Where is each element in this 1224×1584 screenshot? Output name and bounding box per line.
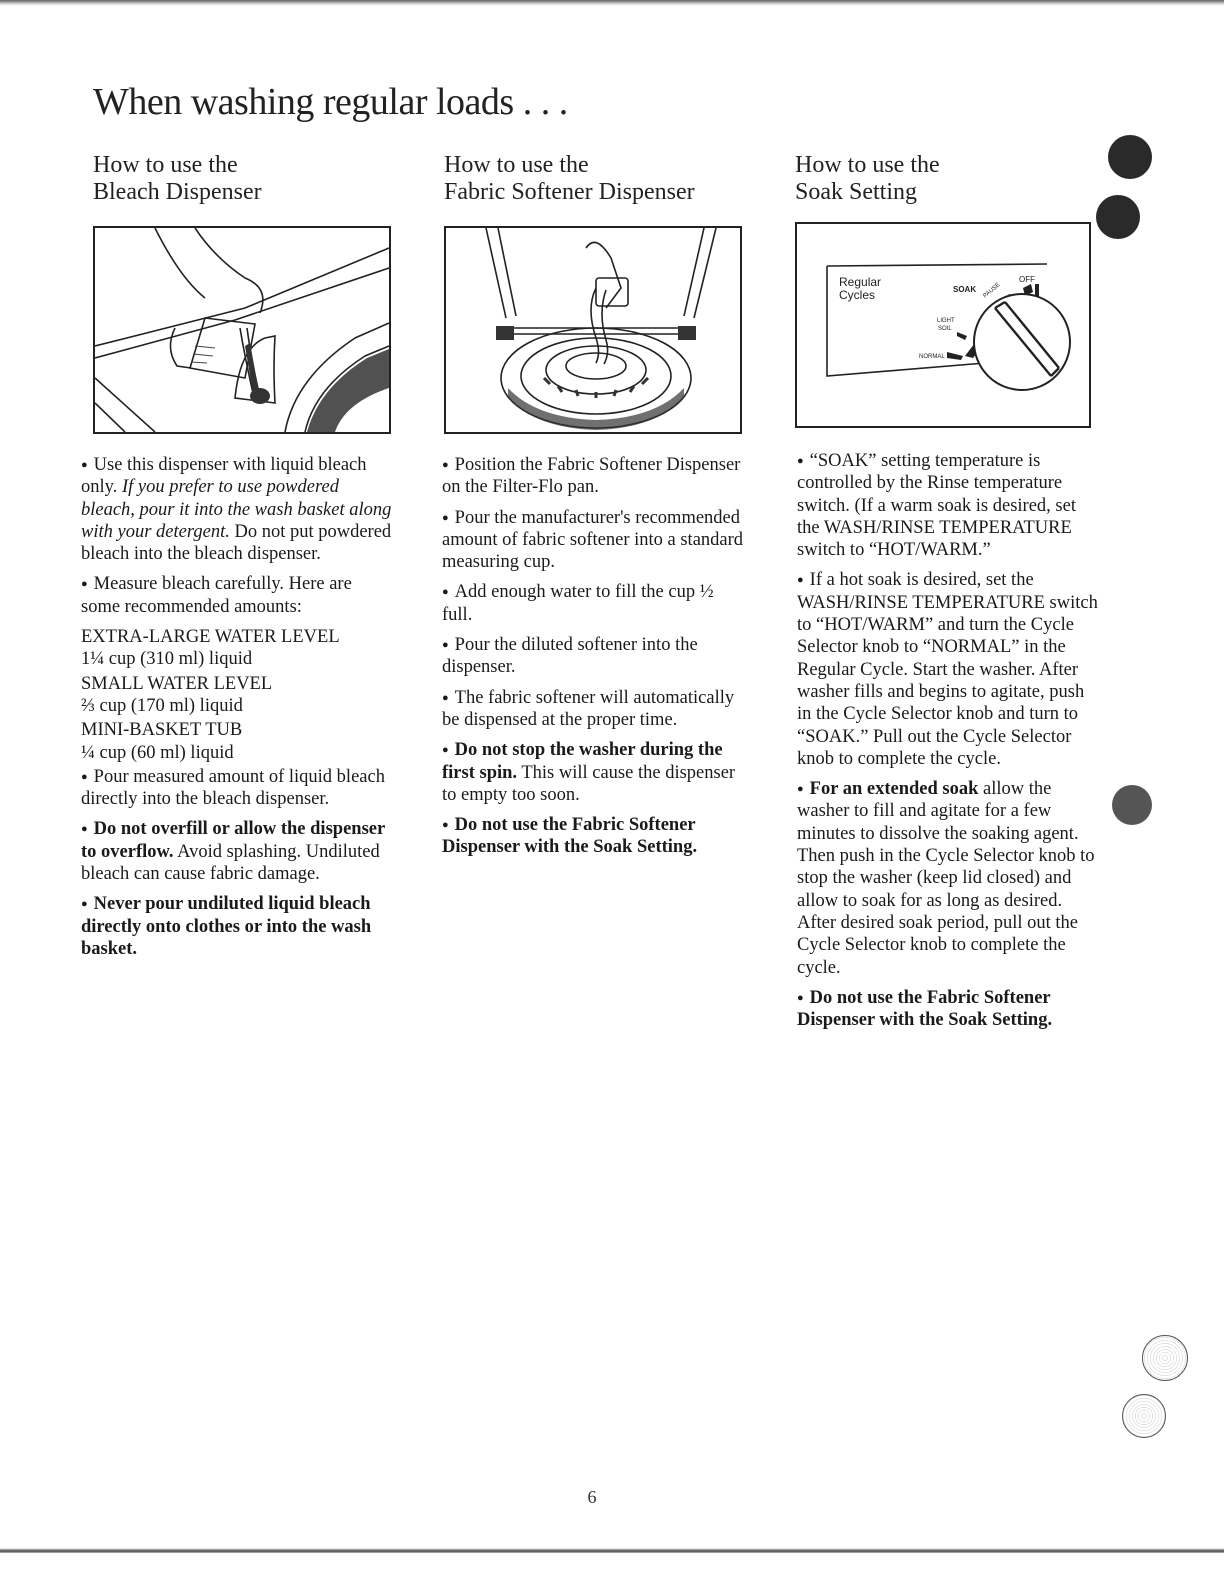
softener-para-7: ● Do not use the Fabric Softener Dispenser with the Soak Setting. <box>442 815 698 858</box>
fabric-softener-section <box>444 152 744 867</box>
softener-para-2: ● Pour the manufacturer's recommended amount of fabric softener into a standard measuring cup. <box>442 507 744 573</box>
bleach-para-2: ● Measure bleach carefully. Here are some recommended amounts: <box>81 574 352 617</box>
binder-hole-icon <box>1108 135 1152 179</box>
dial-light-label: LIGHT <box>937 318 955 324</box>
heading-line-1: How to use the <box>795 152 940 178</box>
softener-para-5: ● The fabric softener will automatically be dispensed at the proper time. <box>442 687 735 730</box>
bullet-icon: ● <box>442 744 449 757</box>
bullet-icon: ● <box>797 455 804 467</box>
heading-line-1: How to use the <box>444 152 589 178</box>
bullet-icon: ● <box>442 459 449 471</box>
top-edge-rule <box>0 0 1224 6</box>
binder-hole-icon <box>1122 1394 1166 1438</box>
bleach-para-6: ● Pour measured amount of liquid bleach directly into the bleach dispenser. <box>81 766 385 810</box>
page-number: 6 <box>587 1487 597 1507</box>
soak-instructions <box>797 450 1103 1031</box>
bullet-icon: ● <box>797 783 804 796</box>
fabric-softener-section-heading <box>444 152 744 222</box>
soak-para-4: ● Do not use the Fabric Softener Dispenser with the Soak Setting. <box>797 987 1053 1031</box>
bullet-icon: ● <box>442 511 449 524</box>
bullet-icon: ● <box>797 574 804 587</box>
water-level-extra-large: EXTRA-LARGE WATER LEVEL 1¼ cup (310 ml) liquid <box>81 627 340 670</box>
fabric-softener-instructions <box>442 454 744 859</box>
softener-para-3: ● Add enough water to fill the cup ½ full. <box>442 582 714 625</box>
bleach-pouring-drawing <box>95 228 389 432</box>
bullet-icon: ● <box>81 823 88 836</box>
cycle-selector-dial-drawing <box>797 224 1089 426</box>
bleach-pouring-illustration <box>93 226 391 434</box>
water-level-mini-basket: MINI-BASKET TUB ¼ cup (60 ml) liquid <box>81 720 243 763</box>
bullet-icon: ● <box>442 819 449 832</box>
heading-line-1: How to use the <box>93 152 238 178</box>
soak-para-1: ● “SOAK” setting temperature is controlled by the Rinse temperature switch. (If a warm soak is desired, set the WASH/RINSE TEMPERATURE switch to “HOT/WARM.” <box>797 451 1076 561</box>
bullet-icon: ● <box>81 578 88 591</box>
bleach-section-heading <box>93 152 393 222</box>
fabric-softener-illustration <box>444 226 742 434</box>
heading-line-2: Bleach Dispenser <box>93 179 262 205</box>
binder-hole-icon <box>1112 785 1152 825</box>
bullet-icon: ● <box>797 991 804 1004</box>
soak-section-heading <box>795 152 1103 222</box>
bullet-icon: ● <box>81 459 88 471</box>
bullet-icon: ● <box>442 639 449 652</box>
dial-pause-label: PAUSE <box>982 282 1002 300</box>
softener-para-1: ● Position the Fabric Softener Dispenser on the Filter-Flo pan. <box>442 455 741 498</box>
bleach-para-8: ● Never pour undiluted liquid bleach directly onto clothes or into the wash basket. <box>81 894 372 959</box>
dial-soil-label: SOIL <box>938 326 952 332</box>
bottom-edge-rule <box>0 1548 1224 1553</box>
binder-hole-icon <box>1096 195 1140 239</box>
bullet-icon: ● <box>81 898 88 911</box>
softener-pouring-drawing <box>446 228 740 432</box>
softener-para-6: ● Do not stop the washer during the first spin. This will cause the dispenser to empty too soon. <box>442 740 736 805</box>
bleach-para-1: ● Use this dispenser with liquid bleach only. If you prefer to use powdered bleach, pour it into the wash basket along with your detergent. Do not put powdered bleach into the bleach dispenser. <box>81 455 392 565</box>
soak-dial-illustration <box>795 222 1091 428</box>
soak-para-3: ● For an extended soak allow the washer to fill and agitate for a few minutes to dissolve the soaking agent. Then push in the Cycle Selector knob to stop the washer (keep lid closed) and allow to soak for as long as desired. After desired soak period, pull out the Cycle Selector knob to complete the cycle. <box>797 779 1095 978</box>
binder-hole-icon <box>1142 1335 1188 1381</box>
bleach-instructions <box>81 454 393 960</box>
softener-para-4: ● Pour the diluted softener into the dispenser. <box>442 635 698 678</box>
soak-para-2: ● If a hot soak is desired, set the WASH/RINSE TEMPERATURE switch to “HOT/WARM” and turn the Cycle Selector knob to “NORMAL” in the Regular Cycle. Start the washer. After washer fills and begins to agitate, push in the Cycle Selector knob and turn to “SOAK.” Pull out the Cycle Selector knob to complete the cycle. <box>797 570 1098 769</box>
heading-line-2: Soak Setting <box>795 179 918 205</box>
water-level-small: SMALL WATER LEVEL ⅔ cup (170 ml) liquid <box>81 673 273 716</box>
dial-panel-label-1: Regular <box>839 275 882 289</box>
dial-off-label: OFF <box>1019 275 1035 284</box>
bullet-icon: ● <box>81 770 88 783</box>
bullet-icon: ● <box>442 586 449 599</box>
page-title: When washing regular loads . . . <box>93 81 568 123</box>
bullet-icon: ● <box>442 691 449 704</box>
bleach-dispenser-section <box>81 152 393 968</box>
dial-soak-label: SOAK <box>953 285 977 294</box>
soak-setting-section <box>795 152 1103 1039</box>
bleach-para-7: ● Do not overfill or allow the dispenser to overflow. Avoid splashing. Undiluted bleach can cause fabric damage. <box>81 819 385 885</box>
dial-normal-label: NORMAL <box>919 354 945 360</box>
heading-line-2: Fabric Softener Dispenser <box>444 179 695 205</box>
dial-panel-label-2: Cycles <box>839 288 876 302</box>
